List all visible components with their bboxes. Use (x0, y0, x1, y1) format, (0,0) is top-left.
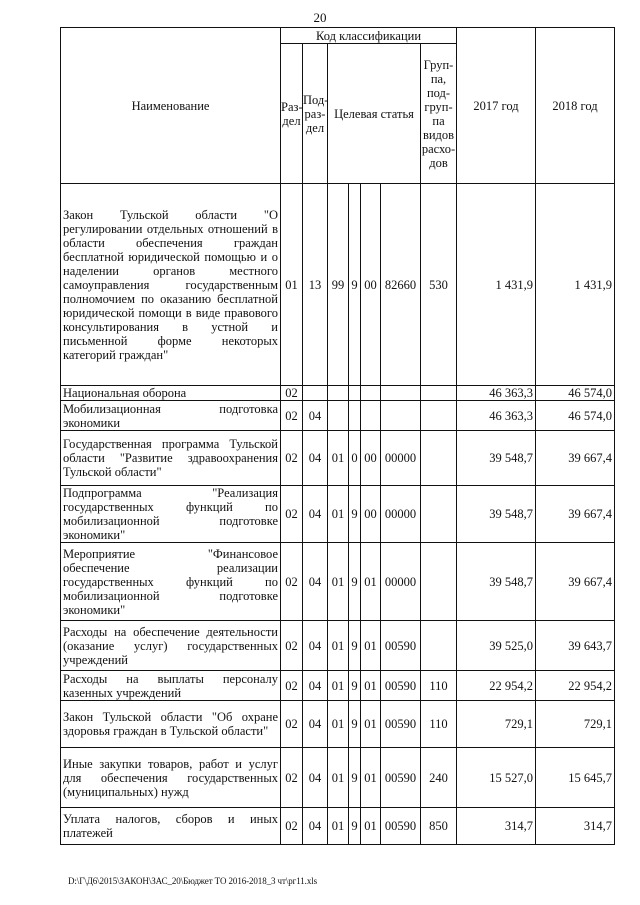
podrazdel-code: 04 (303, 486, 328, 543)
table-header (61, 28, 615, 184)
target-code-direction (381, 401, 421, 431)
row-name: Закон Тульской области "Об охране здоровья граждан в Тульской области" (61, 701, 281, 748)
podrazdel-code: 04 (303, 431, 328, 486)
target-code-subprogram: 9 (349, 486, 361, 543)
target-code-event (361, 401, 381, 431)
target-code-event: 00 (361, 184, 381, 386)
target-code-program: 01 (328, 431, 349, 486)
amount-2018: 39 667,4 (536, 431, 615, 486)
target-code-subprogram: 9 (349, 621, 361, 671)
target-code-program: 01 (328, 701, 349, 748)
table-row (61, 486, 615, 543)
table-row (61, 621, 615, 671)
target-code-subprogram: 9 (349, 184, 361, 386)
target-code-subprogram: 9 (349, 701, 361, 748)
amount-2017: 39 548,7 (457, 486, 536, 543)
amount-2018: 15 645,7 (536, 748, 615, 808)
header-podrazdel: Под-раз-дел (303, 44, 328, 184)
amount-2017: 46 363,3 (457, 386, 536, 401)
target-code-direction: 82660 (381, 184, 421, 386)
razdel-code: 02 (281, 808, 303, 845)
target-code-direction: 00590 (381, 808, 421, 845)
table-row (61, 386, 615, 401)
amount-2017: 15 527,0 (457, 748, 536, 808)
razdel-code: 02 (281, 486, 303, 543)
expense-group-code: 110 (421, 701, 457, 748)
row-name: Иные закупки товаров, работ и услуг для обеспечения государственных (муниципальных) нужд (61, 748, 281, 808)
table-row (61, 748, 615, 808)
table-row (61, 701, 615, 748)
target-code-event: 00 (361, 431, 381, 486)
target-code-program: 01 (328, 808, 349, 845)
expense-group-code: 850 (421, 808, 457, 845)
target-code-subprogram: 9 (349, 808, 361, 845)
expense-group-code: 110 (421, 671, 457, 701)
target-code-subprogram: 9 (349, 671, 361, 701)
razdel-code: 02 (281, 748, 303, 808)
target-code-subprogram (349, 386, 361, 401)
header-target: Целевая статья (328, 44, 421, 184)
file-path-footer: D:\Г\Д6\2015\ЗАКОН\ЗАС_20\Бюджет ТО 2016-2018_3 чт\рг11.xls (68, 876, 318, 886)
header-name: Наименование (61, 28, 281, 184)
target-code-event: 01 (361, 621, 381, 671)
header-razdel: Раз-дел (281, 44, 303, 184)
row-name: Расходы на выплаты персоналу казенных учреждений (61, 671, 281, 701)
target-code-direction: 00000 (381, 431, 421, 486)
target-code-event: 01 (361, 701, 381, 748)
expense-group-code (421, 543, 457, 621)
razdel-code: 02 (281, 401, 303, 431)
podrazdel-code: 04 (303, 671, 328, 701)
row-name: Мобилизационная подготовка экономики (61, 401, 281, 431)
expense-group-code (421, 621, 457, 671)
amount-2017: 39 548,7 (457, 543, 536, 621)
amount-2017: 314,7 (457, 808, 536, 845)
target-code-program: 01 (328, 486, 349, 543)
expense-group-code (421, 486, 457, 543)
expense-group-code (421, 386, 457, 401)
amount-2017: 22 954,2 (457, 671, 536, 701)
target-code-subprogram: 9 (349, 543, 361, 621)
target-code-subprogram (349, 401, 361, 431)
target-code-event: 01 (361, 543, 381, 621)
podrazdel-code: 04 (303, 748, 328, 808)
amount-2018: 729,1 (536, 701, 615, 748)
target-code-event: 01 (361, 748, 381, 808)
amount-2018: 1 431,9 (536, 184, 615, 386)
table-row (61, 671, 615, 701)
row-name: Мероприятие "Финансовое обеспечение реализации государственных функций по мобилизационной подготовке экономики" (61, 543, 281, 621)
target-code-direction: 00590 (381, 748, 421, 808)
row-name: Уплата налогов, сборов и иных платежей (61, 808, 281, 845)
target-code-direction: 00590 (381, 701, 421, 748)
amount-2018: 22 954,2 (536, 671, 615, 701)
target-code-program: 01 (328, 543, 349, 621)
target-code-direction: 00590 (381, 671, 421, 701)
target-code-program: 01 (328, 748, 349, 808)
podrazdel-code: 04 (303, 543, 328, 621)
target-code-event: 01 (361, 808, 381, 845)
table-row (61, 184, 615, 386)
podrazdel-code: 04 (303, 621, 328, 671)
expense-group-code (421, 431, 457, 486)
table-row (61, 543, 615, 621)
podrazdel-code: 13 (303, 184, 328, 386)
target-code-program (328, 386, 349, 401)
expense-group-code: 240 (421, 748, 457, 808)
razdel-code: 02 (281, 386, 303, 401)
podrazdel-code: 04 (303, 701, 328, 748)
header-year-2017: 2017 год (457, 28, 536, 184)
amount-2018: 39 667,4 (536, 543, 615, 621)
table-row (61, 808, 615, 845)
row-name: Государственная программа Тульской области "Развитие здравоохранения Тульской области" (61, 431, 281, 486)
amount-2018: 46 574,0 (536, 401, 615, 431)
table-row (61, 431, 615, 486)
podrazdel-code: 04 (303, 808, 328, 845)
target-code-direction: 00590 (381, 621, 421, 671)
amount-2017: 729,1 (457, 701, 536, 748)
target-code-direction: 00000 (381, 486, 421, 543)
row-name: Подпрограмма "Реализация государственных функций по мобилизационной подготовке экономики" (61, 486, 281, 543)
target-code-event (361, 386, 381, 401)
target-code-program: 99 (328, 184, 349, 386)
target-code-program: 01 (328, 671, 349, 701)
target-code-program (328, 401, 349, 431)
amount-2017: 1 431,9 (457, 184, 536, 386)
table-row (61, 401, 615, 431)
target-code-direction (381, 386, 421, 401)
expense-group-code: 530 (421, 184, 457, 386)
row-name: Национальная оборона (61, 386, 281, 401)
amount-2018: 314,7 (536, 808, 615, 845)
expense-group-code (421, 401, 457, 431)
amount-2017: 39 525,0 (457, 621, 536, 671)
razdel-code: 02 (281, 621, 303, 671)
target-code-program: 01 (328, 621, 349, 671)
row-name: Расходы на обеспечение деятельности (оказание услуг) государственных учреждений (61, 621, 281, 671)
razdel-code: 02 (281, 701, 303, 748)
target-code-subprogram: 9 (349, 748, 361, 808)
amount-2018: 46 574,0 (536, 386, 615, 401)
target-code-event: 00 (361, 486, 381, 543)
header-group: Груп-па, под-груп-па видов расхо-дов (421, 44, 457, 184)
target-code-direction: 00000 (381, 543, 421, 621)
amount-2018: 39 643,7 (536, 621, 615, 671)
page-number: 20 (313, 10, 327, 25)
table-body (61, 184, 615, 845)
razdel-code: 02 (281, 671, 303, 701)
razdel-code: 01 (281, 184, 303, 386)
amount-2018: 39 667,4 (536, 486, 615, 543)
razdel-code: 02 (281, 543, 303, 621)
podrazdel-code (303, 386, 328, 401)
razdel-code: 02 (281, 431, 303, 486)
header-year-2018: 2018 год (536, 28, 615, 184)
row-name: Закон Тульской области "О регулировании отдельных отношений в области обеспечения граждан бесплатной юридической помощью и о наделении органов местного самоуправления государственным полномочием по оказанию бесплатной юридической помощи в виде правового консультирования в устной и письменной форме некоторых категорий граждан" (61, 184, 281, 386)
amount-2017: 46 363,3 (457, 401, 536, 431)
target-code-event: 01 (361, 671, 381, 701)
target-code-subprogram: 0 (349, 431, 361, 486)
budget-table (60, 27, 615, 845)
header-code-group: Код классификации (281, 28, 457, 44)
podrazdel-code: 04 (303, 401, 328, 431)
amount-2017: 39 548,7 (457, 431, 536, 486)
